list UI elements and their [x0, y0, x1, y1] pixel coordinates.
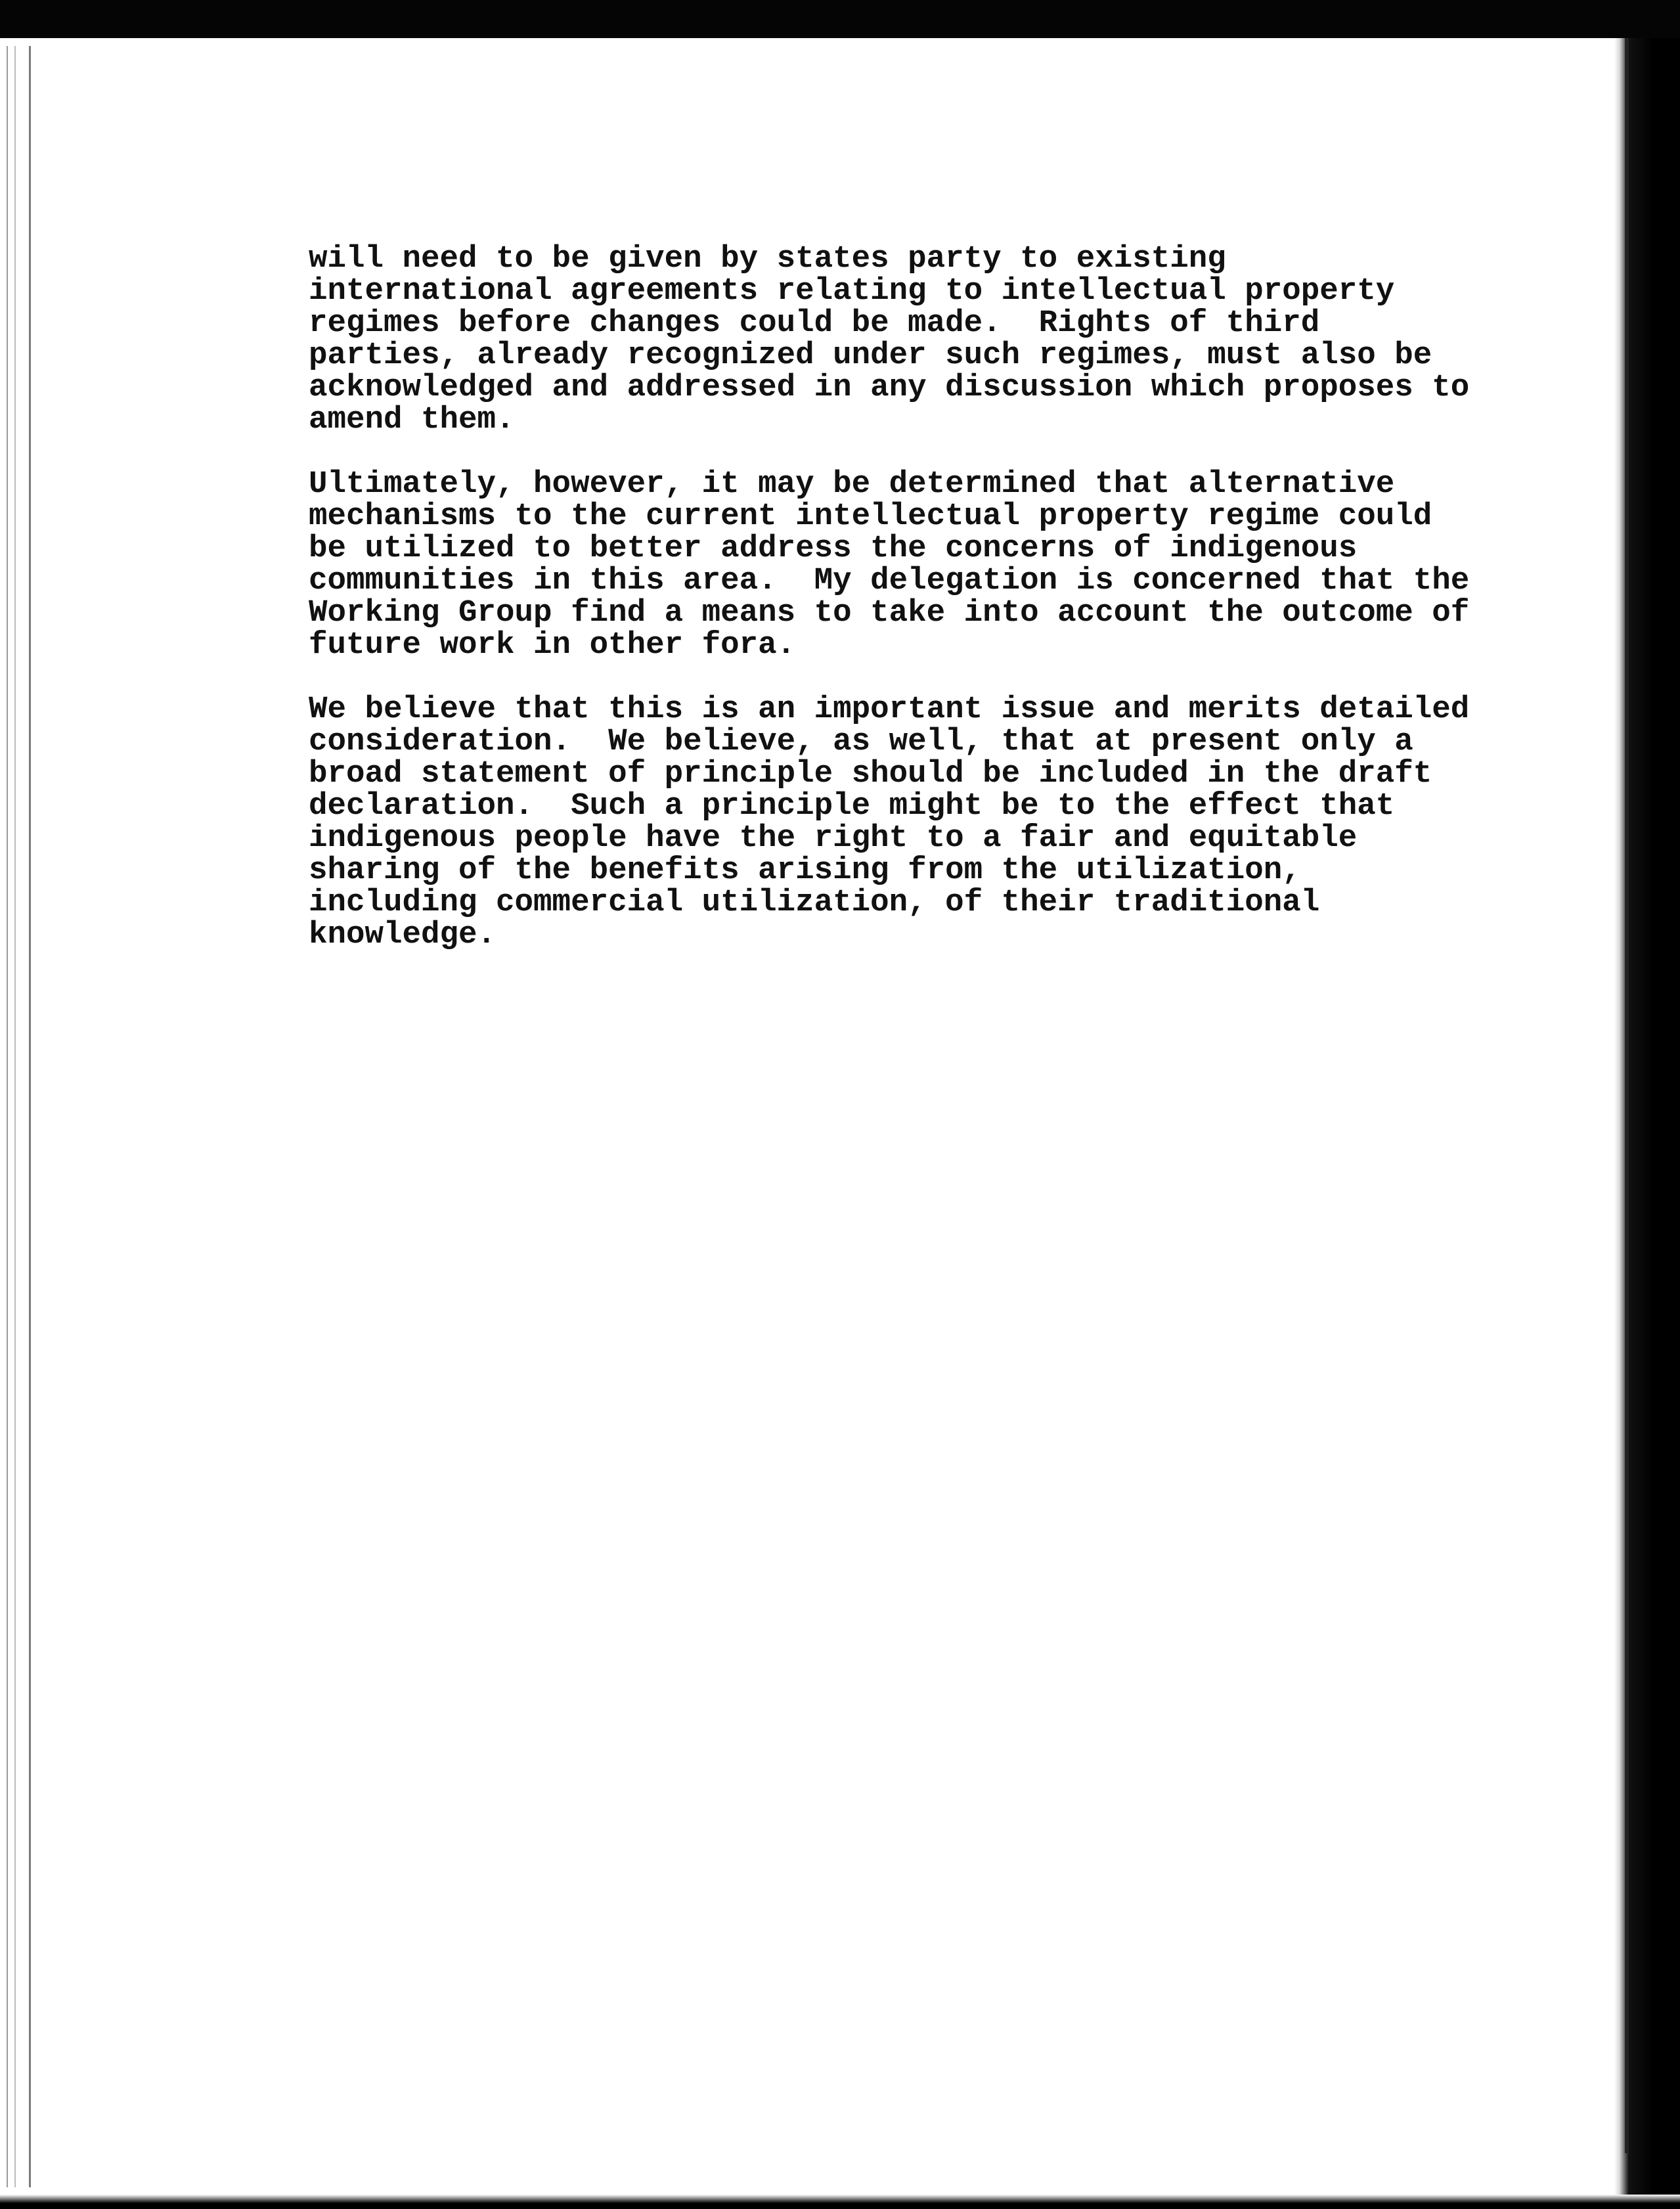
document-body	[309, 243, 1589, 983]
text-line: We believe that this is an important issue and merits detailed	[309, 692, 1470, 727]
text-line: consideration. We believe, as well, that at present only a	[309, 724, 1413, 759]
scan-right-shadow-line	[1625, 38, 1629, 2153]
text-line: future work in other fora.	[309, 627, 796, 663]
text-line: sharing of the benefits arising from the utilization,	[309, 853, 1301, 888]
binding-line	[7, 46, 8, 2187]
text-line: be utilized to better address the concerns of indigenous	[309, 531, 1358, 566]
text-line: amend them.	[309, 402, 515, 437]
text-line: Ultimately, however, it may be determined that alternative	[309, 466, 1395, 502]
scan-right-edge	[1614, 38, 1680, 2209]
text-line: communities in this area. My delegation is concerned that the	[309, 563, 1470, 598]
text-line: broad statement of principle should be included in the draft	[309, 756, 1432, 792]
text-line: acknowledged and addressed in any discussion which proposes to	[309, 370, 1470, 405]
scan-top-edge	[0, 0, 1680, 38]
text-line: Working Group find a means to take into account the outcome of	[309, 595, 1470, 631]
text-line: indigenous people have the right to a fair and equitable	[309, 820, 1358, 856]
text-line: knowledge.	[309, 917, 497, 952]
binding-line	[14, 46, 16, 2187]
text-line: declaration. Such a principle might be to the effect that	[309, 788, 1395, 824]
scan-bottom-edge	[0, 2195, 1680, 2209]
paragraph-3	[309, 694, 1589, 951]
binding-line	[29, 46, 31, 2187]
text-line: international agreements relating to intellectual property	[309, 273, 1395, 309]
text-line: mechanisms to the current intellectual property regime could	[309, 499, 1432, 534]
paragraph-2	[309, 468, 1589, 661]
text-line: regimes before changes could be made. Rights of third	[309, 305, 1320, 341]
paragraph-1	[309, 243, 1589, 436]
text-line: parties, already recognized under such regimes, must also be	[309, 338, 1432, 373]
text-line: including commercial utilization, of their traditional	[309, 885, 1320, 920]
text-line: will need to be given by states party to existing	[309, 241, 1226, 277]
